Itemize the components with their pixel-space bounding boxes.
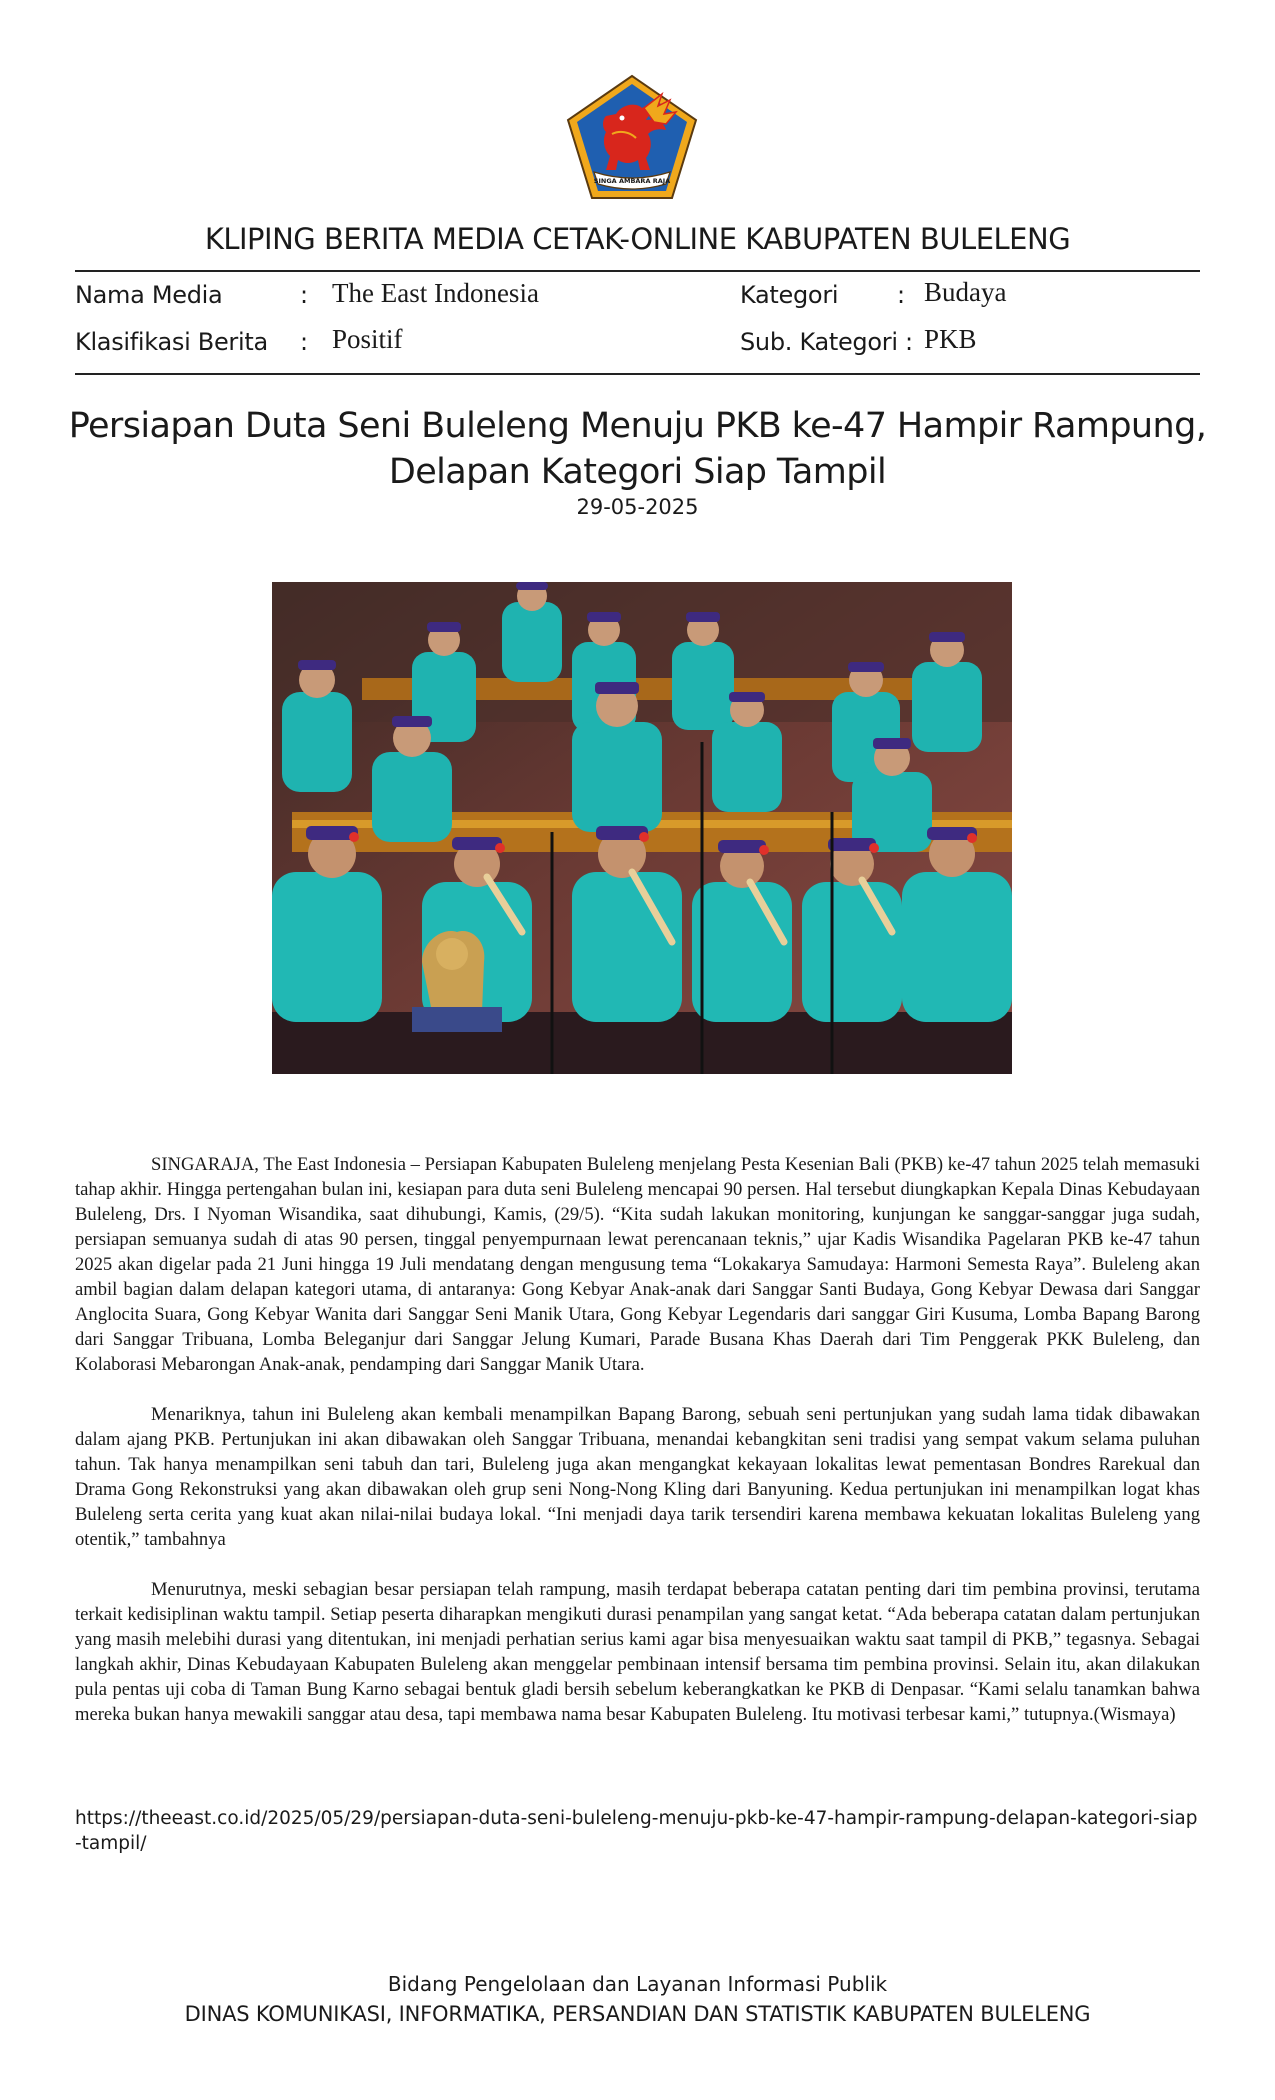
media-value: The East Indonesia [332,278,539,308]
kategori-value: Budaya [924,277,1007,307]
subkategori-value: PKB [924,324,977,354]
kategori-colon: : [897,281,906,309]
article-date: 29-05-2025 [576,495,699,519]
article-paragraph-3: Menurutnya, meski sebagian besar persiapan telah rampung, masih terdapat beberapa catatan penting dari tim pembina provinsi, terutama terkait kedisiplinan waktu tampil. Setiap peserta diharapkan mengikuti durasi penampilan yang sangat ketat. “Ada beberapa catatan dalam pertunjukan yang masih melebihi durasi yang ditentukan, ini menjadi perhatian serius kami agar bisa menyesuaikan waktu saat tampil di PKB,” tegasnya. Sebagai langkah akhir, Dinas Kebudayaan Kabupaten Buleleng akan menggelar pembinaan intensif bersama tim pembina provinsi. Selain itu, akan dilakukan pula pentas uji coba di Taman Bung Karno sebagai bentuk gladi bersih sebelum keberangkatkan ke PKB di Denpasar. “Kami selalu tanamkan bahwa mereka bukan hanya mewakili sanggar atau desa, tapi membawa nama besar Kabupaten Buleleng. Itu motivasi terbesar kami,” tutupnya.(Wismaya) [75,1579,1200,1725]
top-rule [75,270,1200,272]
article-body [75,1152,1200,1752]
klasifikasi-value: Positif [332,324,403,354]
headline-line-2: Delapan Kategori Siap Tampil [388,452,887,492]
klasifikasi-colon: : [300,328,309,356]
footer-agency: DINAS KOMUNIKASI, INFORMATIKA, PERSANDIAN DAN STATISTIK KABUPATEN BULELENG [184,2002,1091,2026]
source-url-link[interactable]: https://theeast.co.id/2025/05/29/persiapan-duta-seni-buleleng-menuju-pkb-ke-47-hampir-rampung-delapan-kategori-siap-tampil/ [75,1808,1198,1854]
article-paragraph-1: SINGARAJA, The East Indonesia – Persiapan Kabupaten Buleleng menjelang Pesta Kesenian Bali (PKB) ke-47 tahun 2025 telah memasuki tahap akhir. Hingga pertengahan bulan ini, kesiapan para duta seni Buleleng mencapai 90 persen. Hal tersebut diungkapkan Kepala Dinas Kebudayaan Buleleng, Drs. I Nyoman Wisandika, saat dihubungi, Kamis, (29/5). “Kita sudah lakukan monitoring, kunjungan ke sanggar-sanggar juga sudah, persiapan semuanya sudah di atas 90 persen, tinggal penyempurnaan lewat perencanaan teknis,” ujar Kadis Wisandika Pagelaran PKB ke-47 tahun 2025 akan digelar pada 21 Juni hingga 19 Juli mendatang dengan mengusung tema “Lokakarya Samudaya: Harmoni Semesta Raya”. Buleleng akan ambil bagian dalam delapan kategori utama, di antaranya: Gong Kebyar Anak-anak dari Sanggar Santi Budaya, Gong Kebyar Dewasa dari Sanggar Anglocita Suara, Gong Kebyar Wanita dari Sanggar Seni Manik Utara, Gong Kebyar Legendaris dari sanggar Giri Kusuma, Lomba Bapang Barong dari Sanggar Tribuana, Lomba Beleganjur dari Sanggar Jelung Kumari, Parade Busana Khas Daerah dari Tim Penggerak PKK Buleleng, dan Kolaborasi Mebarongan Anak-anak, pendamping dari Sanggar Manik Utara. [75,1154,1200,1375]
gamelan-photo [272,582,1012,1074]
article-paragraph-2: Menariknya, tahun ini Buleleng akan kembali menampilkan Bapang Barong, sebuah seni pertunjukan yang sudah lama tidak dibawakan dalam ajang PKB. Pertunjukan ini akan dibawakan oleh Sanggar Tribuana, menandai kebangkitan seni tradisi yang sempat vakum selama puluhan tahun. Tak hanya menampilkan seni tabuh dan tari, Buleleng juga akan mengangkat kekayaan lokalitas lewat pementasan Bondres Rarekual dan Drama Gong Rekonstruksi yang akan dibawakan oleh grup seni Nong-Nong Kling dari Banyuning. Kedua pertunjukan ini menampilkan logat khas Buleleng serta cerita yang kuat akan nilai-nilai budaya lokal. “Ini menjadi daya tarik tersendiri karena membawa kekuatan lokalitas Buleleng yang otentik,” tambahnya [75,1404,1200,1550]
media-colon: : [300,281,309,309]
kategori-label: Kategori [740,281,839,309]
footer-division: Bidang Pengelolaan dan Layanan Informasi Publik [387,1972,888,1996]
media-label: Nama Media [75,281,223,309]
article-headline [60,403,1215,495]
klasifikasi-label: Klasifikasi Berita [75,328,268,356]
bottom-rule [75,373,1200,375]
kliping-title: KLIPING BERITA MEDIA CETAK-ONLINE KABUPATEN BULELENG [204,222,1071,256]
buleleng-logo [566,74,698,200]
logo-banner-text: SINGA AMBARA RAJA [593,177,671,185]
headline-line-1: Persiapan Duta Seni Buleleng Menuju PKB ke-47 Hampir Rampung, [68,406,1207,446]
subkategori-label: Sub. Kategori : [740,328,913,356]
